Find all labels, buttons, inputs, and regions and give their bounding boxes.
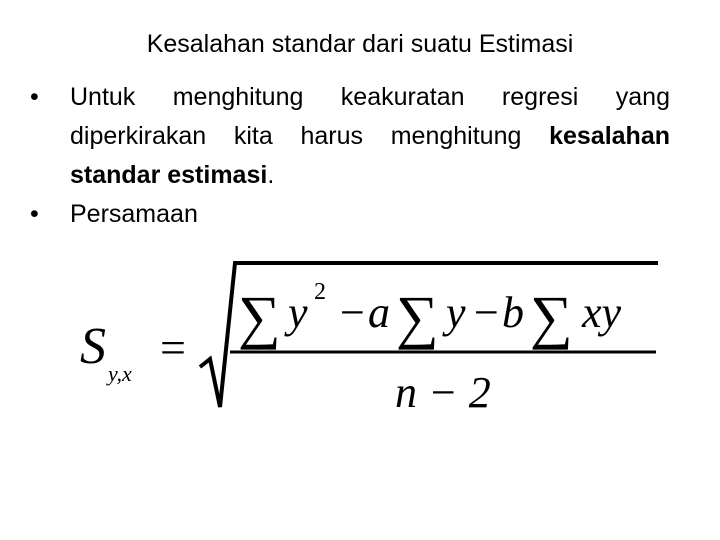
formula-xy: xy (582, 288, 622, 337)
bullet-item-equation (30, 195, 670, 234)
formula-svg (70, 255, 670, 425)
formula-coef-b: b (502, 288, 524, 337)
bullet-item-accuracy (30, 78, 670, 195)
slide-title: Kesalahan standar dari suatu Estimasi (146, 30, 574, 58)
bullet-period: . (267, 161, 275, 189)
bullet-list (30, 78, 670, 234)
bullet-bold-term: kesalahan standar estimasi (70, 122, 670, 189)
formula-lhs-subscript: y,x (108, 361, 132, 386)
formula-y: y (288, 288, 308, 337)
formula-equals: = (160, 322, 186, 373)
standard-error-formula (70, 255, 670, 425)
formula-coef-a: a (368, 288, 390, 337)
formula-exponent: 2 (314, 279, 326, 305)
formula-denominator: n − 2 (395, 368, 491, 417)
formula-minus-1: − (340, 288, 365, 337)
bullet-marker: • (30, 83, 39, 111)
bullet-text: Persamaan (70, 200, 198, 228)
bullet-text: Untuk menghitung keakuratan regresi yang diperkirakan kita harus menghitung (70, 83, 670, 150)
formula-sum-1: ∑ (238, 284, 281, 350)
formula-lhs-s: S (80, 318, 106, 375)
formula-minus-2: − (474, 288, 499, 337)
bullet-marker: • (30, 200, 39, 228)
formula-sum-3: ∑ (530, 284, 573, 350)
formula-y-2: y (446, 288, 466, 337)
formula-sum-2: ∑ (396, 284, 439, 350)
